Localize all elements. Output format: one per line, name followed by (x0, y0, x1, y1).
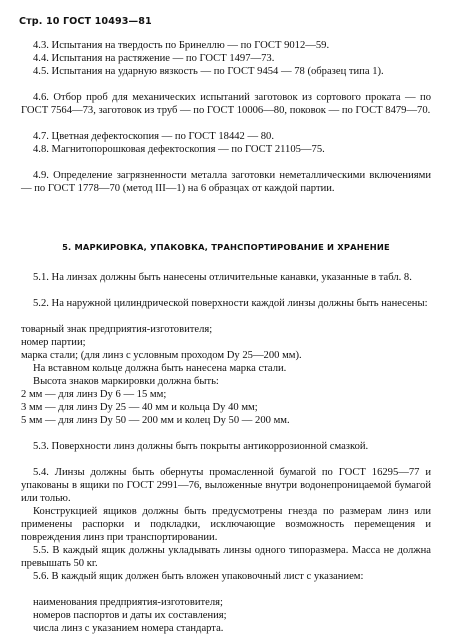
marking-height-item: 3 мм — для линз Dy 25 — 40 мм и кольца Dy 40 мм; (21, 402, 258, 413)
clause-5-6: 5.6. В каждый ящик должен быть вложен упаковочный лист с указанием: (33, 571, 364, 582)
packing-list-item: числа линз с указанием номера стандарта. (33, 623, 224, 634)
clause-5-5: 5.5. В каждый ящик должны укладывать линзы одного типоразмера. Масса не должна превышать 50 кг. (21, 545, 431, 570)
clause-5-4: 5.4. Линзы должны быть обернуты промасленной бумагой по ГОСТ 16295—77 и упакованы в ящики по ГОСТ 2991—76, выложенные внутри водонепроницаемой бумагой или толью. (21, 467, 431, 505)
marking-item: номер партии; (21, 337, 86, 348)
packing-list-item: наименования предприятия-изготовителя; (33, 597, 223, 608)
clause-4-8: 4.8. Магнитопорошковая дефектоскопия — по ГОСТ 21105—75. (33, 144, 325, 155)
clause-4-4: 4.4. Испытания на растяжение — по ГОСТ 1497—73. (33, 53, 275, 64)
marking-height-item: 5 мм — для линз Dy 50 — 200 мм и колец Dy 50 — 200 мм. (21, 415, 290, 426)
clause-4-3: 4.3. Испытания на твердость по Бринеллю — по ГОСТ 9012—59. (33, 40, 330, 51)
section-5-heading: 5. МАРКИРОВКА, УПАКОВКА, ТРАНСПОРТИРОВАНИЕ И ХРАНЕНИЕ (62, 242, 390, 252)
clause-4-6: 4.6. Отбор проб для механических испытаний заготовок из сортового проката — по ГОСТ 7564—73, заготовок из труб — по ГОСТ 10006—80, поковок — по ГОСТ 8479—70. (21, 92, 431, 117)
clause-5-2: 5.2. На наружной цилиндрической поверхности каждой линзы должны быть нанесены: (33, 298, 428, 309)
clause-5-3: 5.3. Поверхности линз должны быть покрыты антикоррозионной смазкой. (33, 441, 369, 452)
clause-4-5: 4.5. Испытания на ударную вязкость — по ГОСТ 9454 — 78 (образец типа 1). (33, 66, 384, 77)
page-header: Стр. 10 ГОСТ 10493—81 (19, 16, 152, 27)
marking-item: товарный знак предприятия-изготовителя; (21, 324, 213, 335)
packing-list-item: номеров паспортов и даты их составления; (33, 610, 227, 621)
marking-height-intro: Высота знаков маркировки должна быть: (33, 376, 219, 387)
marking-item: марка стали; (для линз с условным проходом Dy 25—200 мм). (21, 350, 302, 361)
clause-4-9: 4.9. Определение загрязненности металла заготовки неметаллическими включениями — по ГОСТ 1778—70 (метод III—1) на 6 образцах от каждой партии. (21, 170, 431, 195)
clause-5-4-boxes: Конструкцией ящиков должны быть предусмотрены гнезда по размерам линз или применены распорки и подкладки, исключающие возможность перемещения и повреждения линз при транспортировании. (21, 506, 431, 544)
clause-4-7: 4.7. Цветная дефектоскопия — по ГОСТ 18442 — 80. (33, 131, 274, 142)
clause-5-1: 5.1. На линзах должны быть нанесены отличительные канавки, указанные в табл. 8. (33, 272, 412, 283)
ring-marking: На вставном кольце должна быть нанесена марка стали. (33, 363, 287, 374)
marking-height-item: 2 мм — для линз Dy 6 — 15 мм; (21, 389, 167, 400)
